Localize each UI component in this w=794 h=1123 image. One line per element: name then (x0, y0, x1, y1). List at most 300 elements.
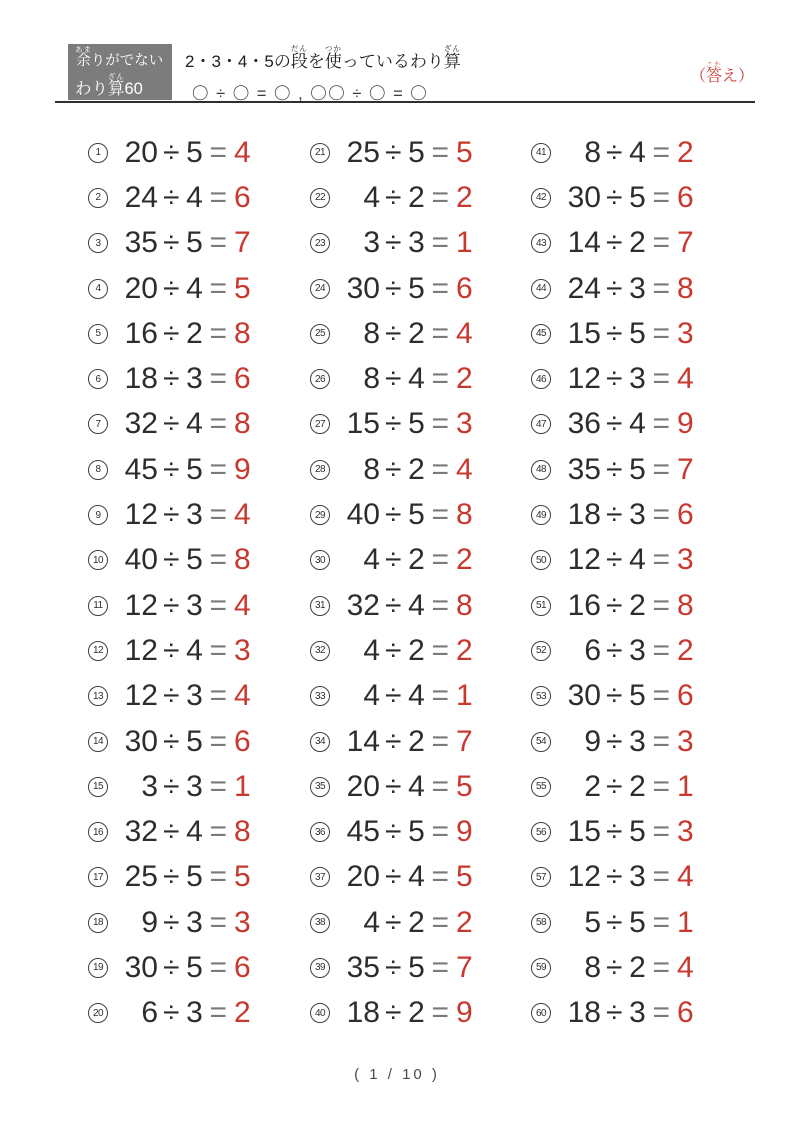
problem-row (88, 175, 310, 220)
divide-sign: ÷ (163, 316, 180, 350)
answer: 3 (677, 815, 694, 849)
problem-number: 18 (88, 913, 108, 933)
divide-sign: ÷ (163, 452, 180, 486)
answer: 1 (234, 769, 251, 803)
problem-row (310, 402, 531, 447)
problem-number: 3 (88, 233, 108, 253)
answer: 7 (677, 226, 694, 260)
answer: 1 (456, 679, 473, 713)
dividend: 5 (584, 905, 601, 939)
equals-sign: = (209, 452, 227, 486)
problem-equation (561, 316, 697, 350)
dividend: 35 (567, 452, 601, 486)
divisor: 2 (408, 180, 425, 214)
problem-number: 42 (531, 188, 551, 208)
problem-number: 33 (310, 686, 330, 706)
problem-equation (561, 862, 697, 892)
divide-sign: ÷ (163, 362, 180, 396)
divide-sign: ÷ (385, 905, 402, 939)
problem-equation (561, 998, 697, 1028)
problem-equation (340, 135, 476, 169)
answer: 5 (456, 769, 473, 803)
dividend: 18 (567, 498, 601, 532)
equals-sign: = (431, 950, 449, 984)
problem-number: 56 (531, 822, 551, 842)
dividend: 2 (584, 769, 601, 803)
problem-number: 16 (88, 822, 108, 842)
equals-sign: = (209, 135, 227, 169)
answer: 2 (456, 905, 473, 939)
equals-sign: = (431, 226, 449, 260)
problem-equation (561, 950, 697, 984)
answer: 4 (234, 498, 251, 532)
answer: 7 (234, 226, 251, 260)
header-divider-line (55, 101, 755, 103)
divisor: 2 (408, 724, 425, 758)
divide-sign: ÷ (606, 950, 623, 984)
answer: 9 (456, 996, 473, 1030)
equals-sign: = (652, 226, 670, 260)
problem-row (88, 447, 310, 492)
equals-sign: = (431, 633, 449, 667)
equals-sign: = (431, 724, 449, 758)
problem-row (531, 356, 752, 401)
dividend: 25 (124, 860, 158, 894)
equals-sign: = (652, 724, 670, 758)
divide-sign: ÷ (606, 633, 623, 667)
divide-sign: ÷ (163, 905, 180, 939)
badge-ruby-zan: 算ざん (107, 72, 125, 99)
divisor: 4 (408, 679, 425, 713)
dividend: 35 (346, 950, 380, 984)
problem-equation (340, 500, 476, 530)
problem-equation (118, 135, 254, 169)
equals-sign: = (431, 407, 449, 441)
dividend: 18 (567, 996, 601, 1030)
problem-equation (118, 588, 254, 622)
problem-row (88, 991, 310, 1036)
dividend: 15 (567, 316, 601, 350)
equals-sign: = (652, 316, 670, 350)
divisor: 5 (408, 135, 425, 169)
problem-row (310, 583, 531, 628)
divide-sign: ÷ (163, 226, 180, 260)
answer: 8 (456, 588, 473, 622)
dividend: 4 (363, 905, 380, 939)
divide-sign: ÷ (606, 543, 623, 577)
dividend: 8 (363, 452, 380, 486)
problem-equation (561, 681, 697, 711)
divide-sign: ÷ (163, 633, 180, 667)
answer: 4 (677, 860, 694, 894)
divisor: 4 (186, 815, 203, 849)
divide-sign: ÷ (385, 815, 402, 849)
problem-number: 36 (310, 822, 330, 842)
equals-sign: = (431, 860, 449, 894)
equals-sign: = (209, 588, 227, 622)
answer: 3 (234, 905, 251, 939)
answer: 5 (456, 860, 473, 894)
answer: 3 (677, 724, 694, 758)
divide-sign: ÷ (163, 135, 180, 169)
problem-number: 34 (310, 732, 330, 752)
divide-sign: ÷ (385, 679, 402, 713)
answer: 4 (234, 679, 251, 713)
equals-sign: = (431, 679, 449, 713)
problem-equation (561, 545, 697, 575)
equals-sign: = (209, 860, 227, 894)
problem-equation (340, 271, 476, 305)
problem-number: 2 (88, 188, 108, 208)
equals-sign: = (652, 996, 670, 1030)
page-number: ( 1 / 10 ) (354, 1066, 440, 1083)
problem-number: 6 (88, 369, 108, 389)
equals-sign: = (431, 316, 449, 350)
problem-row (531, 130, 752, 175)
equals-sign: = (652, 452, 670, 486)
problems-column-3 (531, 130, 752, 1036)
answer: 2 (456, 180, 473, 214)
problem-number: 30 (310, 550, 330, 570)
divide-sign: ÷ (606, 407, 623, 441)
answer: 9 (234, 452, 251, 486)
equals-sign: = (209, 362, 227, 396)
dividend: 35 (124, 226, 158, 260)
problem-number: 19 (88, 958, 108, 978)
divide-sign: ÷ (606, 769, 623, 803)
problem-equation (561, 364, 697, 394)
problem-number: 7 (88, 414, 108, 434)
problem-number: 8 (88, 460, 108, 480)
divide-sign: ÷ (606, 362, 623, 396)
dividend: 8 (584, 950, 601, 984)
divisor: 3 (629, 724, 646, 758)
answer: 2 (677, 135, 694, 169)
equals-sign: = (652, 679, 670, 713)
divide-sign: ÷ (385, 996, 402, 1030)
problem-row (531, 311, 752, 356)
equals-sign: = (431, 996, 449, 1030)
dividend: 14 (567, 226, 601, 260)
problem-equation (118, 950, 254, 984)
divisor: 3 (186, 588, 203, 622)
problem-row (88, 221, 310, 266)
divisor: 5 (186, 860, 203, 894)
problem-number: 25 (310, 324, 330, 344)
answer: 5 (456, 135, 473, 169)
answer: 3 (677, 543, 694, 577)
problem-number: 58 (531, 913, 551, 933)
problem-number: 59 (531, 958, 551, 978)
divide-sign: ÷ (385, 226, 402, 260)
problem-equation (118, 545, 254, 575)
equals-sign: = (431, 362, 449, 396)
answer: 6 (456, 271, 473, 305)
problem-number: 60 (531, 1003, 551, 1023)
problem-row (531, 809, 752, 854)
problem-row (88, 538, 310, 583)
dividend: 40 (124, 543, 158, 577)
divide-sign: ÷ (385, 180, 402, 214)
problem-number: 26 (310, 369, 330, 389)
problem-number: 4 (88, 279, 108, 299)
problem-equation (340, 817, 476, 847)
problem-number: 22 (310, 188, 330, 208)
problem-number: 1 (88, 143, 108, 163)
problem-row (531, 402, 752, 447)
dividend: 24 (124, 180, 158, 214)
divisor: 4 (629, 407, 646, 441)
badge-line-2-pre: わり (75, 80, 108, 99)
answer: 6 (234, 180, 251, 214)
divisor: 2 (629, 769, 646, 803)
dividend: 16 (567, 588, 601, 622)
problem-number: 57 (531, 867, 551, 887)
dividend: 12 (567, 860, 601, 894)
problem-equation (340, 950, 476, 984)
equals-sign: = (209, 543, 227, 577)
divide-sign: ÷ (163, 498, 180, 532)
divisor: 5 (186, 724, 203, 758)
divisor: 2 (629, 588, 646, 622)
problem-equation (118, 228, 254, 258)
problem-number: 29 (310, 505, 330, 525)
dividend: 30 (567, 180, 601, 214)
dividend: 14 (346, 724, 380, 758)
problems-column-1 (88, 130, 310, 1036)
title-line: 2・3・4・5の段だんを使つかっているわり算ざん (185, 44, 461, 71)
problem-row (310, 266, 531, 311)
equals-sign: = (209, 180, 227, 214)
divide-sign: ÷ (385, 950, 402, 984)
equals-sign: = (431, 180, 449, 214)
problem-equation (561, 271, 697, 305)
equals-sign: = (431, 815, 449, 849)
dividend: 8 (363, 316, 380, 350)
problem-equation (118, 681, 254, 711)
divide-sign: ÷ (163, 407, 180, 441)
answer: 3 (234, 633, 251, 667)
divisor: 2 (629, 226, 646, 260)
answer: 3 (456, 407, 473, 441)
problem-row (310, 674, 531, 719)
equals-sign: = (652, 905, 670, 939)
divisor: 5 (186, 543, 203, 577)
problem-number: 37 (310, 867, 330, 887)
divisor: 5 (186, 950, 203, 984)
problem-row (310, 175, 531, 220)
equals-sign: = (209, 633, 227, 667)
divide-sign: ÷ (163, 769, 180, 803)
dividend: 4 (363, 633, 380, 667)
problem-equation (340, 633, 476, 667)
equals-sign: = (209, 407, 227, 441)
divide-sign: ÷ (163, 588, 180, 622)
divisor: 2 (408, 543, 425, 577)
divisor: 3 (629, 633, 646, 667)
problem-equation (340, 316, 476, 350)
problem-row (310, 221, 531, 266)
problem-equation (340, 681, 476, 711)
equals-sign: = (652, 950, 670, 984)
dividend: 32 (124, 815, 158, 849)
title-ruby-zan: 算ざん (443, 44, 461, 71)
divisor: 3 (629, 362, 646, 396)
dividend: 8 (584, 135, 601, 169)
problem-equation (561, 817, 697, 847)
answer: 2 (677, 633, 694, 667)
problem-equation (340, 769, 476, 803)
divisor: 4 (629, 135, 646, 169)
divisor: 5 (408, 498, 425, 532)
equals-sign: = (431, 498, 449, 532)
problem-equation (340, 409, 476, 439)
divide-sign: ÷ (606, 679, 623, 713)
divide-sign: ÷ (385, 769, 402, 803)
divide-sign: ÷ (163, 543, 180, 577)
problem-row (88, 583, 310, 628)
dividend: 18 (346, 996, 380, 1030)
problem-number: 15 (88, 777, 108, 797)
problem-number: 41 (531, 143, 551, 163)
dividend: 18 (124, 362, 158, 396)
problem-row (310, 991, 531, 1036)
divide-sign: ÷ (606, 860, 623, 894)
divide-sign: ÷ (606, 135, 623, 169)
divide-sign: ÷ (163, 180, 180, 214)
problem-row (88, 311, 310, 356)
divisor: 5 (629, 180, 646, 214)
divisor: 4 (186, 271, 203, 305)
equals-sign: = (652, 633, 670, 667)
divisor: 4 (408, 362, 425, 396)
divisor: 3 (186, 769, 203, 803)
divisor: 2 (408, 452, 425, 486)
problem-row (310, 809, 531, 854)
badge-line-2 (75, 72, 165, 98)
problem-equation (118, 364, 254, 394)
problem-number: 45 (531, 324, 551, 344)
dividend: 12 (567, 362, 601, 396)
equals-sign: = (431, 588, 449, 622)
equals-sign: = (209, 679, 227, 713)
problem-row (531, 492, 752, 537)
problem-equation (118, 905, 254, 939)
divide-sign: ÷ (606, 271, 623, 305)
problem-row (310, 356, 531, 401)
problem-row (531, 991, 752, 1036)
divide-sign: ÷ (385, 271, 402, 305)
problem-row (88, 492, 310, 537)
divide-sign: ÷ (163, 724, 180, 758)
answer: 2 (456, 362, 473, 396)
divisor: 2 (186, 316, 203, 350)
divisor: 5 (408, 815, 425, 849)
problem-row (531, 764, 752, 809)
answer: 4 (456, 452, 473, 486)
divide-sign: ÷ (163, 271, 180, 305)
dividend: 9 (584, 724, 601, 758)
divisor: 3 (186, 498, 203, 532)
answer-key-label: （答こたえ） (689, 62, 754, 85)
answer: 6 (234, 724, 251, 758)
problem-row (531, 945, 752, 990)
problem-row (310, 130, 531, 175)
answer: 7 (456, 724, 473, 758)
dividend: 3 (141, 769, 158, 803)
dividend: 40 (346, 498, 380, 532)
answer: 7 (677, 452, 694, 486)
worksheet-title (185, 44, 461, 72)
divisor: 5 (629, 679, 646, 713)
problems-column-2 (310, 130, 531, 1036)
divisor: 3 (408, 226, 425, 260)
problem-equation (340, 452, 476, 486)
divide-sign: ÷ (163, 815, 180, 849)
equals-sign: = (209, 996, 227, 1030)
problem-number: 44 (531, 279, 551, 299)
problem-row (88, 628, 310, 673)
divisor: 3 (186, 679, 203, 713)
divisor: 5 (186, 452, 203, 486)
divide-sign: ÷ (385, 724, 402, 758)
problem-equation (118, 271, 254, 305)
equals-sign: = (209, 226, 227, 260)
problem-number: 55 (531, 777, 551, 797)
problem-number: 53 (531, 686, 551, 706)
divisor: 4 (629, 543, 646, 577)
problem-equation (340, 862, 476, 892)
equals-sign: = (431, 452, 449, 486)
dividend: 4 (363, 180, 380, 214)
answer: 8 (234, 407, 251, 441)
problem-number: 21 (310, 143, 330, 163)
divide-sign: ÷ (606, 905, 623, 939)
divide-sign: ÷ (606, 498, 623, 532)
problem-equation (340, 588, 476, 622)
dividend: 16 (124, 316, 158, 350)
dividend: 12 (124, 679, 158, 713)
equals-sign: = (652, 135, 670, 169)
problem-number: 40 (310, 1003, 330, 1023)
problem-row (310, 628, 531, 673)
equals-sign: = (652, 543, 670, 577)
dividend: 12 (124, 588, 158, 622)
answer: 2 (456, 543, 473, 577)
divide-sign: ÷ (385, 316, 402, 350)
divisor: 4 (186, 407, 203, 441)
dividend: 25 (346, 135, 380, 169)
divide-sign: ÷ (606, 180, 623, 214)
problem-equation (561, 905, 697, 939)
problem-number: 11 (88, 596, 108, 616)
divisor: 3 (629, 860, 646, 894)
dividend: 45 (124, 452, 158, 486)
dividend: 36 (567, 407, 601, 441)
problem-row (88, 266, 310, 311)
problem-row (88, 855, 310, 900)
problem-row (531, 900, 752, 945)
answer: 8 (456, 498, 473, 532)
problem-row (531, 447, 752, 492)
problem-number: 31 (310, 596, 330, 616)
divide-sign: ÷ (606, 815, 623, 849)
answer: 8 (234, 543, 251, 577)
divide-sign: ÷ (606, 316, 623, 350)
problem-number: 48 (531, 460, 551, 480)
divisor: 4 (408, 769, 425, 803)
problem-row (88, 674, 310, 719)
